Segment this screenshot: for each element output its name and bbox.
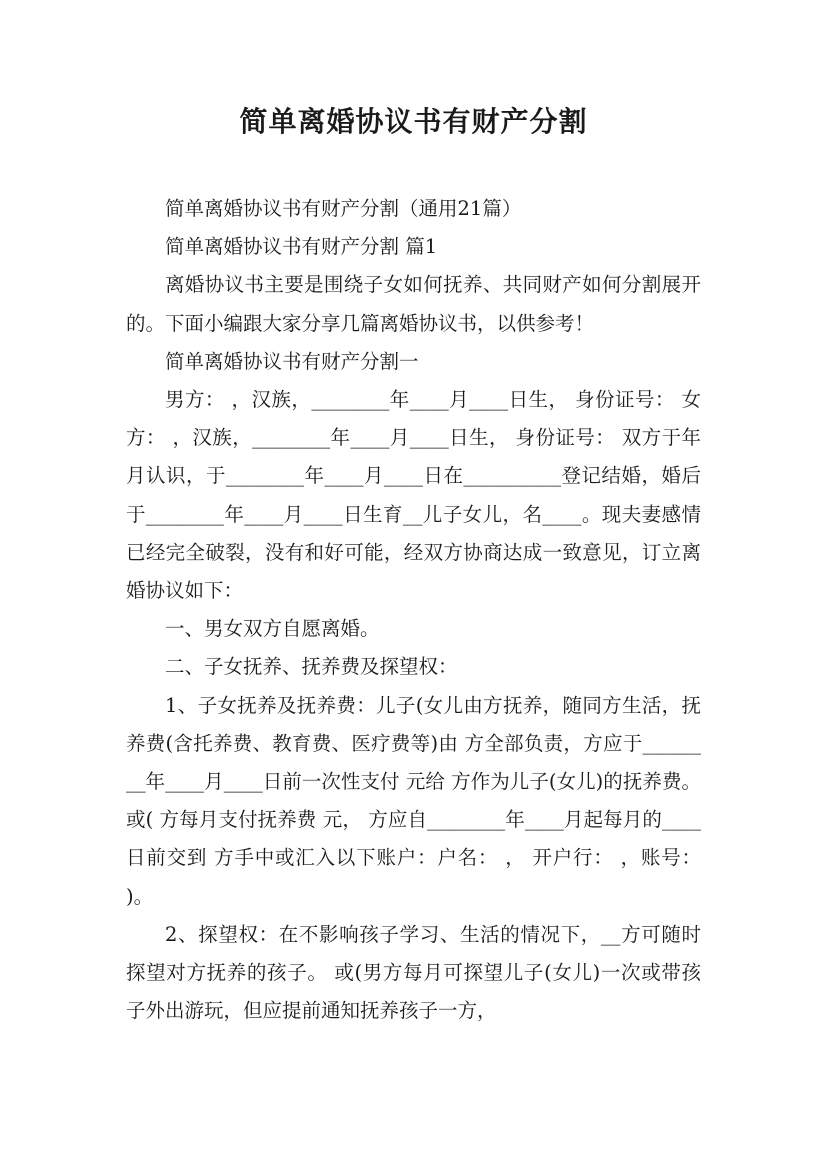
paragraph-section-heading: 简单离婚协议书有财产分割 篇1 [165, 235, 438, 259]
paragraph-clause-2: 二、子女抚养、抚养费及探望权： [165, 655, 458, 679]
paragraph-child-support: 1、子女抚养及抚养费：儿子(女儿由方抚养，随同方生活，抚养费(含托养费、教育费、医疗费等)由 方全部负责，方应于________年____月____日前一次性支付 元给 方作为儿子(女儿)的抚养费。 或( 方每月支付抚养费 元， 方应自________年____月起每月的____日前交到 方手中或汇入以下账户：户名： ， 开户行： ，账号： )。 [126, 693, 701, 908]
document-body [126, 190, 701, 1030]
paragraph-visitation: 2、探望权：在不影响孩子学习、生活的情况下，__方可随时探望对方抚养的孩子。 或(男方每月可探望儿子(女儿)一次或带孩子外出游玩，但应提前通知抚养孩子一方， [126, 922, 701, 1023]
document-title: 简单离婚协议书有财产分割 [239, 105, 588, 138]
paragraph-subtitle: 简单离婚协议书有财产分割（通用21篇） [165, 197, 522, 220]
paragraph-intro: 离婚协议书主要是围绕子女如何抚养、共同财产如何分割展开的。下面小编跟大家分享几篇离婚协议书，以供参考！ [126, 273, 701, 335]
paragraph-clause-1: 一、男女双方自愿离婚。 [165, 617, 380, 641]
paragraph-parties: 男方： ，汉族，________年____月____日生， 身份证号： 女方： ，汉族，________年____月____日生， 身份证号： 双方于年月认识，于________年____月____日在__________登记结婚，婚后于________年____月____日生育__儿子女儿，名____。现夫妻感情已经完全破裂，没有和好可能，经双方协商达成一致意见，订立离婚协议如下： [126, 388, 701, 603]
paragraph-agreement-heading: 简单离婚协议书有财产分割一 [165, 349, 419, 373]
